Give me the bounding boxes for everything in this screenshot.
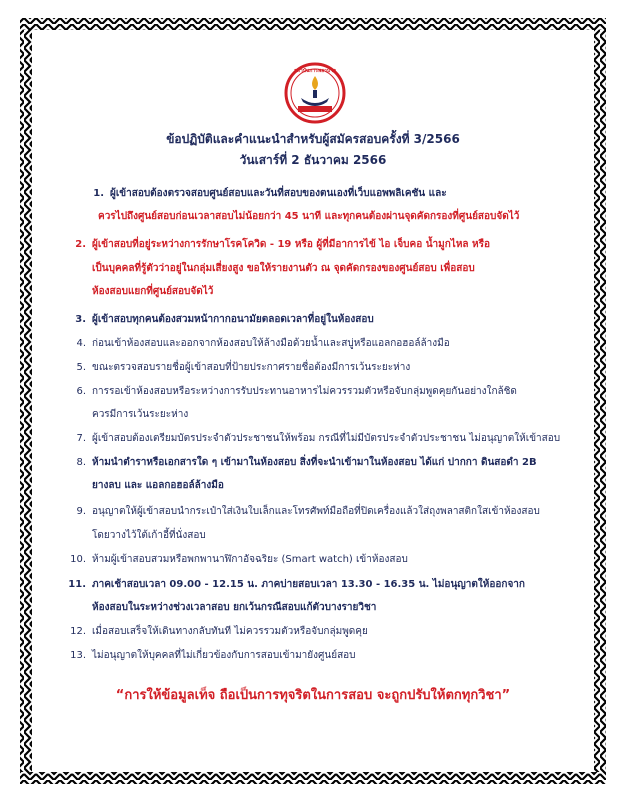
item-line: เมื่อสอบเสร็จให้เดินทางกลับทันที ไม่ควรรวมตัวหรือจับกลุ่มพูดคุย	[92, 626, 368, 637]
item-number: 4.	[76, 338, 86, 349]
item-number: 2.	[75, 239, 86, 250]
item-line: ห้องสอบแยกที่ศูนย์สอบจัดไว้	[92, 286, 214, 297]
item-line: ห้ามนำตำราหรือเอกสารใด ๆ เข้ามาในห้องสอบ สิ่งที่จะนำเข้ามาในห้องสอบ ได้แก่ ปากกา ดินสอดำ 2B	[92, 457, 537, 468]
item-number: 8.	[76, 457, 86, 468]
item-line: เป็นบุคคลที่รู้ตัวว่าอยู่ในกลุ่มเสี่ยงสูง ขอให้รายงานตัว ณ จุดคัดกรองของศูนย์สอบ เพื่อสอบ	[92, 263, 475, 274]
item-number: 11.	[68, 579, 86, 590]
item-line: ควรไปถึงศูนย์สอบก่อนเวลาสอบไม่น้อยกว่า 45 นาที และทุกคนต้องผ่านจุดคัดกรองที่ศูนย์สอบจัดไว้	[98, 211, 520, 222]
item-number: 6.	[76, 386, 86, 397]
item-line: การรอเข้าห้องสอบหรือระหว่างการรับประทานอาหารไม่ควรรวมตัวหรือจับกลุ่มพูดคุยกันอย่างใกล้ชิด	[92, 386, 517, 397]
item-line: ผู้เข้าสอบที่อยู่ระหว่างการรักษาโรคโควิด - 19 หรือ ผู้ที่มีอาการไข้ ไอ เจ็บคอ น้ำมูกไหล หรือ	[92, 239, 490, 250]
item-number: 3.	[75, 314, 86, 325]
item-line: อนุญาตให้ผู้เข้าสอบนำกระเป๋าใส่เงินใบเล็กและโทรศัพท์มือถือที่ปิดเครื่องแล้วใส่ถุงพลาสติกใสเข้าห้องสอบ	[92, 506, 540, 517]
item-line: ควรมีการเว้นระยะห่าง	[92, 409, 189, 420]
warning-notice: “การให้ข้อมูลเท็จ ถือเป็นการทุจริตในการสอบ จะถูกปรับให้ตกทุกวิชา”	[115, 688, 511, 703]
item-line: โดยวางไว้ใต้เก้าอี้ที่นั่งสอบ	[92, 530, 206, 541]
item-line: ยางลบ และ แอลกอฮอล์ล้างมือ	[92, 480, 224, 491]
item-line: ก่อนเข้าห้องสอบและออกจากห้องสอบให้ล้างมือด้วยน้ำและสบู่หรือแอลกอฮอล์ล้างมือ	[92, 338, 450, 349]
item-number: 10.	[70, 554, 86, 565]
page-title: ข้อปฏิบัติและคำแนะนำสำหรับผู้สมัครสอบครั้งที่ 3/2566	[166, 132, 460, 146]
item-line: ไม่อนุญาตให้บุคคลที่ไม่เกี่ยวข้องกับการสอบเข้ามายังศูนย์สอบ	[92, 650, 356, 661]
item-line: ขณะตรวจสอบรายชื่อผู้เข้าสอบที่ป้ายประกาศรายชื่อต้องมีการเว้นระยะห่าง	[92, 362, 411, 373]
exam-date: วันเสาร์ที่ 2 ธันวาคม 2566	[239, 153, 387, 167]
item-line: ภาคเช้าสอบเวลา 09.00 - 12.15 น. ภาคบ่ายสอบเวลา 13.30 - 16.35 น. ไม่อนุญาตให้ออกจาก	[92, 579, 525, 590]
item-number: 13.	[70, 650, 86, 661]
item-line: ผู้เข้าสอบต้องตรวจสอบศูนย์สอบและวันที่สอบของตนเองที่เว็บแอพพลิเคชัน และ	[110, 188, 447, 199]
item-number: 7.	[76, 433, 86, 444]
item-line: ห้องสอบในระหว่างช่วงเวลาสอบ ยกเว้นกรณีสอบแก้ตัวบางรายวิชา	[92, 602, 377, 613]
item-line: ห้ามผู้เข้าสอบสวมหรือพกพานาฬิกาอัจฉริยะ (Smart watch) เข้าห้องสอบ	[92, 554, 408, 565]
item-number: 5.	[76, 362, 86, 373]
logo-text: สถาบันการพยาบาล	[293, 68, 337, 74]
item-number: 1.	[93, 188, 104, 199]
item-number: 9.	[76, 506, 86, 517]
item-line: ผู้เข้าสอบต้องเตรียมบัตรประจำตัวประชาชนให้พร้อม กรณีที่ไม่มีบัตรประจำตัวประชาชน ไม่อนุญาตให้เข้าสอบ	[92, 433, 561, 444]
item-line: ผู้เข้าสอบทุกคนต้องสวมหน้ากากอนามัยตลอดเวลาที่อยู่ในห้องสอบ	[92, 314, 374, 325]
item-number: 12.	[70, 626, 86, 637]
